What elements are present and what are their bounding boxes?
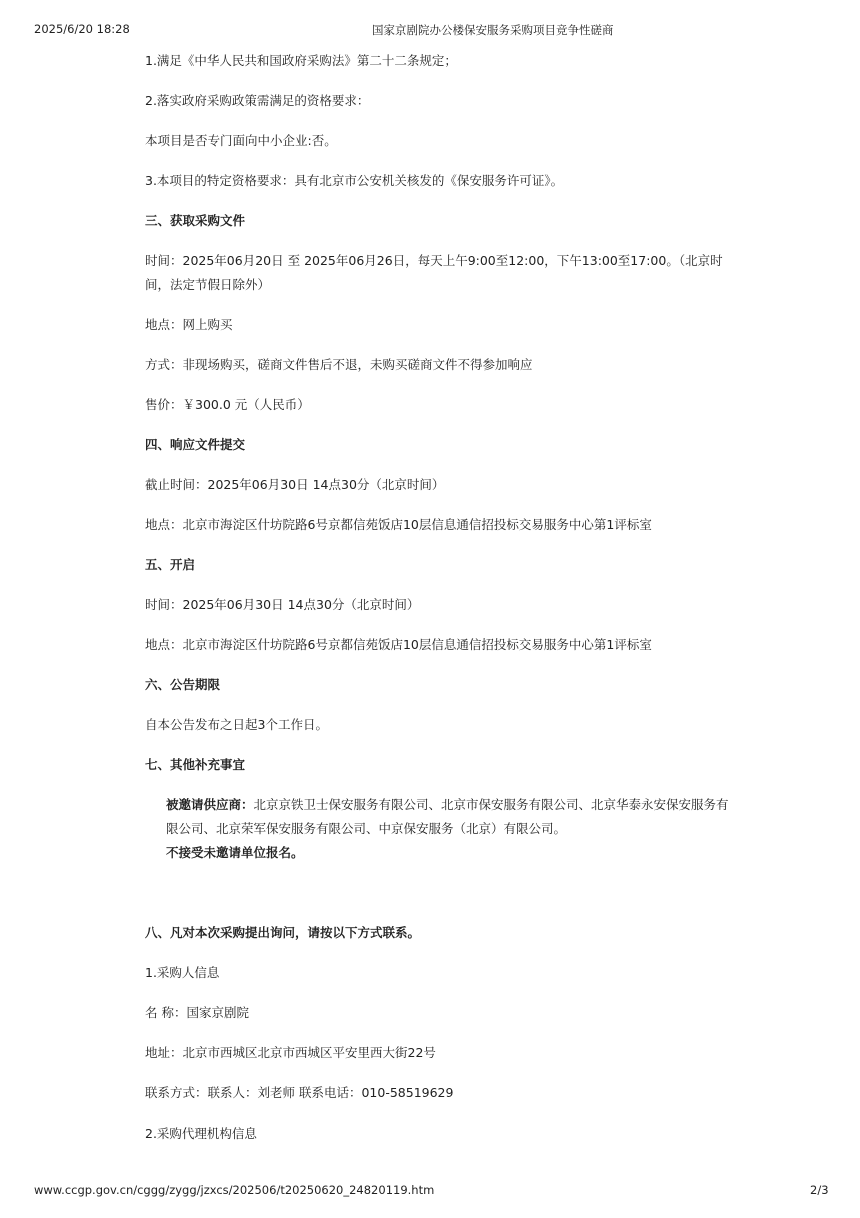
invited-suppliers-label: 被邀请供应商：	[166, 797, 254, 812]
document-acquisition-method: 方式：非现场购买，磋商文件售后不退，未购买磋商文件不得参加响应	[145, 357, 533, 372]
page-number: 2/3	[810, 1183, 829, 1197]
document-acquisition-time: 时间：2025年06月20日 至 2025年06月26日，每天上午9:00至12:00，下午13:00至17:00。（北京时间，法定节假日除外）	[145, 253, 723, 292]
opening-time: 时间：2025年06月30日 14点30分（北京时间）	[145, 597, 420, 612]
invited-suppliers-list: 北京京铁卫士保安服务有限公司、北京市保安服务有限公司、北京华泰永安保安服务有限公司、北京荣军保安服务有限公司、中京保安服务（北京）有限公司。	[166, 797, 729, 836]
purchaser-name: 名 称：国家京剧院	[145, 1005, 249, 1020]
uninvited-notice: 不接受未邀请单位报名。	[166, 845, 304, 860]
purchaser-contact: 联系方式：联系人：刘老师 联系电话：010-58519629	[145, 1085, 454, 1100]
page-url: www.ccgp.gov.cn/cggg/zygg/jzxcs/202506/t20250620_24820119.htm	[34, 1183, 435, 1197]
document-price: 售价：￥300.0 元（人民币）	[145, 397, 310, 412]
section-3-heading: 三、获取采购文件	[145, 213, 246, 228]
section-4-heading: 四、响应文件提交	[145, 437, 246, 452]
purchaser-info-heading: 1.采购人信息	[145, 965, 220, 980]
page-header-title: 国家京剧院办公楼保安服务采购项目竞争性磋商	[372, 23, 614, 37]
section-6-heading: 六、公告期限	[145, 677, 221, 692]
submission-place: 地点：北京市海淀区什坊院路6号京都信苑饭店10层信息通信招投标交易服务中心第1评标室	[145, 517, 652, 532]
requirement-2: 2.落实政府采购政策需满足的资格要求：	[145, 93, 370, 108]
document-acquisition-place: 地点：网上购买	[145, 317, 233, 332]
invited-suppliers	[145, 793, 735, 841]
agency-info-heading: 2.采购代理机构信息	[145, 1126, 257, 1141]
requirement-1: 1.满足《中华人民共和国政府采购法》第二十二条规定；	[145, 53, 457, 68]
opening-place: 地点：北京市海淀区什坊院路6号京都信苑饭店10层信息通信招投标交易服务中心第1评标室	[145, 637, 652, 652]
announcement-period: 自本公告发布之日起3个工作日。	[145, 717, 328, 732]
submission-deadline: 截止时间：2025年06月30日 14点30分（北京时间）	[145, 477, 445, 492]
section-5-heading: 五、开启	[145, 557, 196, 572]
sme-statement: 本项目是否专门面向中小企业:否。	[145, 133, 337, 148]
section-8-heading: 八、凡对本次采购提出询问，请按以下方式联系。	[145, 925, 421, 940]
section-7-heading: 七、其他补充事宜	[145, 757, 246, 772]
purchaser-address: 地址：北京市西城区北京市西城区平安里西大街22号	[145, 1045, 436, 1060]
requirement-3: 3.本项目的特定资格要求：具有北京市公安机关核发的《保安服务许可证》。	[145, 173, 564, 188]
print-datetime: 2025/6/20 18:28	[34, 22, 130, 36]
